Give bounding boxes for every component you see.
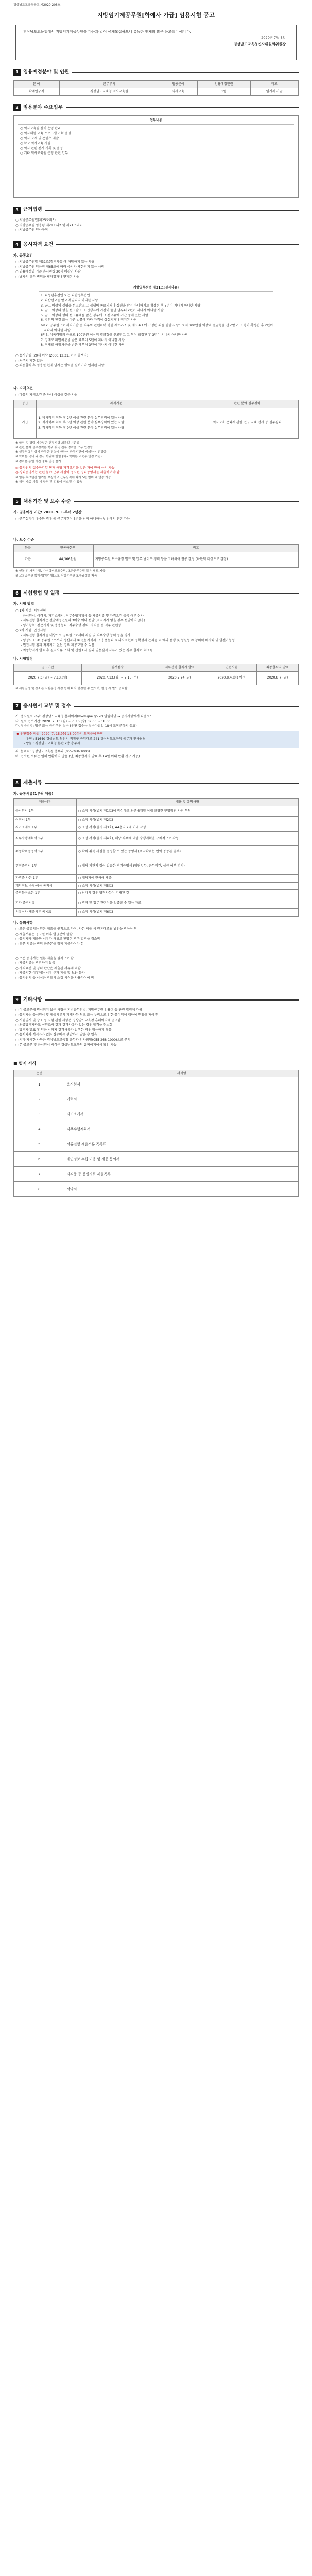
exclusion-box — [34, 283, 278, 350]
list-item: ○ 자격요건 및 경력 판단은 제출된 서류에 의함 — [15, 966, 81, 970]
section-divider — [45, 210, 299, 211]
table-cell: 개인정보 수집·이용 동의서 — [14, 882, 77, 890]
note: ※ 시험일정 및 장소는 시험운영 사정 등에 따라 변경될 수 있으며, 변경 시 별도 공지함 — [15, 687, 128, 690]
table-cell: ○ 소정 서식(별지 제3호), A4용지 2매 이내 작성 — [76, 824, 298, 832]
table-row — [14, 408, 299, 438]
section-5-header — [13, 498, 299, 506]
list-item: ○ 최종합격자라도 신원조사 결과 결격사유가 있는 경우 합격을 취소함 — [15, 1023, 113, 1027]
table-row — [14, 882, 299, 890]
issuing-org: 경상남도교육청인사위원회위원장 — [233, 42, 286, 46]
list-item: ○ 2차 시험: 면접시험 — [15, 629, 46, 633]
section-title: 기타사항 — [23, 996, 42, 1003]
list-item: - 면접시험 결과 적격자가 없는 경우 재공고할 수 있음 — [21, 643, 95, 648]
list-item: ○ 본 공고문 및 응시원서 서식은 경상남도교육청 홈페이지에서 확인 가능 — [15, 1043, 117, 1047]
section-title: 제출서류 — [23, 780, 42, 786]
table-cell: 서약서 — [65, 1182, 298, 1197]
list-item: ○ 기타 역사교육원 운영 관련 업무 — [20, 151, 68, 156]
list-item: ○ 모든 증명서는 원본 제출을 원칙으로 함 — [15, 956, 74, 960]
intro-box — [15, 25, 297, 60]
table-header-row — [14, 799, 299, 806]
table-cell: 2020.8.7.(금) — [256, 671, 298, 685]
note: ※ 허위 자료 제출 시 합격 및 임용이 취소될 수 있음 — [15, 480, 82, 484]
list-item: ○ 지방공무원법(제25조의5) — [15, 218, 56, 223]
subsection-title: 나. 시험일정 — [13, 657, 33, 662]
section-title: 채용기간 및 보수 수준 — [23, 498, 71, 504]
list-item: ○ 합격자 발표 후 임용 시까지 결격사유가 발생한 경우 임용하지 않음 — [15, 1028, 112, 1032]
table-header-cell: 등급 — [14, 400, 37, 408]
note: ※ 교육공무원 학예직(임기제)으로 지방공무원 보수규정을 따름 — [15, 574, 97, 578]
table-header-cell: 관련 분야 실무경력 — [196, 400, 298, 408]
table-cell: ○ 해당자에 한하여 제출 — [76, 875, 298, 883]
notice-date: 2020년 7월 3일 — [261, 36, 286, 40]
note: ※ 학위 및 경력 기준일은 면접시험 최종일 기준임 — [15, 441, 80, 445]
subsection-title: 가. 공통서류(1부씩 제출) — [13, 791, 54, 796]
list-item: 2. 파산선고를 받고 복권되지 아니한 사람 — [41, 298, 98, 302]
table-header-cell: 비고 — [250, 80, 298, 88]
table-header-cell: 내용 및 유의사항 — [76, 799, 298, 806]
list-item: 6의3. 성폭력범죄 등으로 100만원 이상의 벌금형을 선고받고 그 형이 확정된 후 3년이 지나지 아니한 사람 — [41, 333, 188, 337]
list-item: ○ 응시자가 제출한 서류가 허위로 판명된 경우 합격을 취소함 — [15, 937, 100, 941]
section-number: 8 — [13, 779, 21, 787]
list-item: ○ 최종합격 후 임용일 현재 남자는 병역을 필하거나 면제된 사람 — [15, 364, 105, 368]
list-item: ○ 역사 관련 전시 기획 및 운영 — [20, 146, 63, 150]
list-item: 1. 피성년후견인 또는 피한정후견인 — [41, 294, 90, 298]
list-item: ○ 응시자가 적격자가 없는 경우에는 선발하지 않을 수 있음 — [15, 1033, 97, 1037]
list-item: 6. 법원의 판결 또는 다른 법률에 따라 자격이 상실되거나 정지된 사람 — [41, 318, 137, 323]
table-cell: 지방공무원 보수규정 별표 및 업무 난이도·경력 등을 고려하여 연봉 결정 (하한액 이상으로 결정) — [93, 552, 298, 567]
section-divider — [45, 999, 299, 1001]
table-row — [14, 1182, 299, 1197]
table-cell: 개인정보 수집·이용 및 제공 동의서 — [65, 1152, 298, 1167]
subsection-title: 가. 시험 방법 — [13, 602, 34, 606]
table-row — [14, 897, 299, 909]
table-row — [14, 1107, 299, 1122]
table-row — [14, 806, 299, 816]
table-header-cell: 임용분야 — [159, 80, 197, 88]
list-item: - 응시원서, 이력서, 자기소개서, 직무수행계획서 등 제출서류 및 자격요건 충족 여부 심사 — [21, 614, 144, 618]
section-number: 3 — [13, 207, 21, 214]
list-item: ○ 1차 시험: 서류전형 — [15, 608, 46, 613]
section-number: 4 — [13, 241, 21, 248]
list-item: 나. 원서 접수기간: 2020. 7. 13.(월) ~ 7. 15.(수) 09:00 ~ 18:00 — [15, 719, 111, 723]
box-title: 업무내용 — [18, 118, 294, 125]
list-item: - 평정요소: ① 공무원으로서의 정신자세 ② 전문지식과 그 응용능력 ③ 의사표현의 정확성과 논리성 ④ 예의·품행 및 성실성 ⑤ 창의력·의지력 및 발전가능성 — [21, 638, 235, 642]
list-item: ○ 역사체험·교육 프로그램 기획·운영 — [20, 131, 71, 135]
note: ※ 관련 분야 실무경력은 학위 취득 전후 경력을 모두 인정함 — [15, 446, 93, 449]
section-number: 5 — [13, 498, 21, 505]
table-row — [14, 890, 299, 897]
table-cell: 이력서 — [65, 1092, 298, 1107]
table-cell: 6 — [14, 1152, 65, 1167]
table-cell: 자기소개서 1부 — [14, 824, 77, 832]
list-item: - 서류전형 합격자를 대상으로 공무원으로서의 자질 및 직무수행 능력 등을 평가 — [21, 633, 131, 637]
list-item: - 평가항목: 전문지식 및 응용능력, 직무수행 경력, 자격증 등 직무 관련성 — [21, 623, 122, 628]
list-item: ○ 임용예정일 기준 응시연령 20세 이상인 사람 — [15, 270, 81, 274]
page-title: 지방임기제공무원[학예사 가급] 임용시험 공고 — [97, 11, 215, 19]
table-cell: ○ 소정 서식(별지 제5호) — [76, 882, 298, 890]
table-row — [14, 832, 299, 846]
list-item: - 방문 : 경상남도교육청 본관 2층 총무과 — [24, 742, 80, 746]
table-row — [14, 875, 299, 883]
list-item: 8. 징계로 해임처분을 받은 때부터 3년이 지나지 아니한 사람 — [41, 343, 125, 347]
duties-box — [13, 115, 299, 198]
section-divider — [56, 244, 299, 245]
list-item: ○ 지방공무원 임용령 제21조의2 및 제21조의9 — [15, 223, 82, 227]
list-item: 3. 금고 이상의 실형을 선고받고 그 집행이 종료되거나 집행을 받지 아니하기로 확정된 후 5년이 지나지 아니한 사람 — [41, 303, 201, 308]
table-cell: 2020.7.3.(금) ~ 7.13.(월) — [14, 671, 82, 685]
note: ※ 경력은 동일 기간 중복 인정 불가 — [15, 460, 61, 463]
table-header-row — [14, 664, 299, 671]
note: ※ 학위는 국내·외 정규 학위에 한함 (외국학위는 교육부 인정 기관) — [15, 455, 102, 459]
list-item: ○ 지방공무원 인사규칙 — [15, 228, 48, 232]
table-row — [14, 552, 299, 567]
section-8-header — [13, 779, 299, 787]
table-header-cell: 최종합격자 발표 — [256, 664, 298, 671]
section-title: 시험방법 및 일정 — [23, 590, 60, 596]
section-title: 응시원서 교부 및 접수 — [23, 703, 71, 709]
table-row — [14, 1077, 299, 1092]
list-item: ○ 기타 자세한 사항은 경상남도교육청 총무과 인사담당(055-268-1000)으로 문의 — [15, 1038, 131, 1042]
table-cell: 3 — [14, 1107, 65, 1122]
list-item: ○ 제출기한 이후에는 서류 추가 제출 및 보완 불가 — [15, 971, 85, 975]
table-header-cell: 등급 — [14, 545, 42, 552]
table-header-cell: 분 야 — [14, 80, 60, 88]
table-header-cell: 서식명 — [65, 1070, 298, 1077]
section-number: 2 — [13, 104, 21, 111]
highlight-note: ◎ 응시원서 접수마감일 현재 해당 자격요건을 갖춘 자에 한해 응시 가능 — [15, 466, 115, 470]
document-number: 경상남도교육청공고 제2020-208호 — [13, 4, 61, 7]
table-row — [14, 1122, 299, 1137]
table-cell: 경력증명서 1부 — [14, 857, 77, 875]
table-header-cell: 원서접수 — [82, 664, 153, 671]
section-1-header — [13, 69, 299, 76]
table-cell: 1명 — [197, 88, 250, 96]
table-row — [14, 909, 299, 917]
list-item: ○ 근무실적이 우수한 경우 총 근무기간이 5년을 넘지 아니하는 범위에서 연장 가능 — [15, 517, 130, 521]
list-item: - 우편 : 51640 경상남도 창원시 의창구 중앙대로 241 경상남도교육청 총무과 인사담당 — [24, 737, 146, 741]
intro-text: 경상남도교육청에서 지방임기제공무원을 다음과 같이 공개모집하오니 유능한 인재의 많은 응모를 바랍니다. — [23, 30, 192, 35]
table-cell: 1. 박사학위 취득 후 2년 이상 관련 분야 실무경력이 있는 사람 2. 석사학위 취득 후 5년 이상 관련 분야 실무경력이 있는 사람 3. 학사학위 취득 후 9년 이상 관련 분야 실무경력이 있는 사람 — [37, 408, 196, 438]
table-cell: 5 — [14, 1137, 65, 1152]
table-cell: 7 — [14, 1167, 65, 1182]
table-cell: 2020.8.4.(화) 예정 — [206, 671, 257, 685]
table-cell: 가급 — [14, 408, 37, 438]
section-number: 6 — [13, 590, 21, 597]
table-cell: 역사교육·문화재 관련 연구·교육·전시 등 실무경력 — [196, 408, 298, 438]
appendix-table — [13, 1070, 299, 1197]
section-number: 9 — [13, 996, 21, 1004]
section-3-header — [13, 206, 299, 214]
table-header-row — [14, 80, 299, 88]
subsection-title: 가. 공통요건 — [13, 253, 33, 258]
table-row — [14, 1092, 299, 1107]
list-item: 다. 접수방법: 방문 또는 등기우편 접수 (우편 접수는 접수마감일 18시 도착분까지 유효) — [15, 724, 137, 728]
subsection-title: 나. 보수 수준 — [13, 537, 34, 542]
highlight-note: ◆ 우편접수 마감: 2020. 7. 15.(수) 18:00까지 도착분에 한함 — [16, 732, 103, 736]
table-row — [14, 816, 299, 824]
table-cell: ○ 소정 서식(별지 제1호)에 작성하고 최근 6개월 이내 촬영한 반명함판 사진 부착 — [76, 806, 298, 816]
list-item: ○ 남자의 경우 병역을 필하였거나 면제된 사람 — [15, 275, 80, 279]
table-row — [14, 1137, 299, 1152]
table-cell: 응시원서 1부 — [14, 806, 77, 816]
table-cell: ○ 소정 서식(별지 제2호) — [76, 816, 298, 824]
section-9-header — [13, 996, 299, 1004]
table-cell: 서류심사 제출서류 목록표 — [14, 909, 77, 917]
note: ※ 연봉 외 가족수당, 자녀학비보조수당, 초과근무수당 등은 별도 지급 — [15, 569, 106, 573]
highlight-note: ◎ 경력증명서는 관련 분야 근무 사실이 명시된 경력증명서를 제출하여야 함 — [15, 471, 120, 475]
table-cell: 2 — [14, 1092, 65, 1107]
documents-table — [13, 798, 299, 916]
table-header-cell: 비고 — [93, 545, 298, 552]
list-item: ○ 모든 증명서는 원본 제출을 원칙으로 하며, 사본 제출 시 원본대조필 날인을 받아야 함 — [15, 927, 137, 931]
table-cell: 임기제 가급 — [250, 88, 298, 96]
table-cell: 자격증 등 증빙자료 제출목록 — [65, 1167, 298, 1182]
list-item: ○ 다음의 자격요건 중 하나 이상을 갖춘 사람 — [15, 393, 78, 397]
list-item: ○ 응시연령: 20세 이상 (2000.12.31. 이전 출생자) — [15, 354, 89, 358]
section-divider — [74, 706, 299, 707]
table-cell: ○ 해당 기관의 장이 발급한 경력증명서 (담당업무, 근무기간, 상근 여부 명시) — [76, 857, 298, 875]
list-item: - 서류전형 합격자는 선발예정인원의 3배수 이내 선발 (적격자가 없을 경우 선발하지 않음) — [21, 619, 145, 623]
table-cell: 4 — [14, 1122, 65, 1137]
table-cell: ○ 남자의 경우 병적사항이 기재된 것 — [76, 890, 298, 897]
section-divider — [45, 783, 299, 784]
section-6-header — [13, 590, 299, 598]
table-header-cell: 순번 — [14, 1070, 65, 1077]
list-item: ○ 응시자는 응시원서 및 제출서류의 기재사항 착오 또는 누락으로 인한 불이익에 대하여 책임을 져야 함 — [15, 1013, 159, 1017]
table-cell: 2020.7.24.(금) — [153, 671, 206, 685]
table-cell: 직무수행계획서 1부 — [14, 832, 77, 846]
list-item: ○ 지방공무원 임용령 제65조에 따라 응시가 제한되지 않은 사람 — [15, 265, 105, 269]
table-row — [14, 846, 299, 857]
table-cell: 서류전형 제출서류 목록표 — [65, 1137, 298, 1152]
table-cell: ○ 소정 서식(별지 제4호), 해당 직무에 대한 수행계획을 구체적으로 작성 — [76, 832, 298, 846]
list-item: ○ 영문 서류는 번역 공증본을 함께 제출하여야 함 — [15, 942, 84, 946]
table-cell: 44,366천원 — [42, 552, 94, 567]
list-item: ○ 학교 역사교육 지원 — [20, 141, 51, 145]
subsection-title: 나. 유의사항 — [13, 920, 33, 925]
table-cell: ○ 경력 및 업무 관련성을 입증할 수 있는 자료 — [76, 897, 298, 909]
list-item: 7. 징계로 파면처분을 받은 때부터 5년이 지나지 아니한 사람 — [41, 338, 125, 342]
list-item: ○ 이 공고문에 명시되지 않은 사항은 지방공무원법, 지방공무원 임용령 등 관련 법령에 따름 — [15, 1008, 143, 1012]
table-header-row — [14, 545, 299, 552]
table-header-row — [14, 1070, 299, 1077]
table-row — [14, 1152, 299, 1167]
table-cell: 1 — [14, 1077, 65, 1092]
list-item: ○ 제출서류는 공고일 이후 발급분에 한함 — [15, 932, 73, 936]
list-item: ○ 역사교육원 설치 운영 관리 — [20, 127, 61, 131]
table-cell: ○ 소정 서식(별지 제6호) — [76, 909, 298, 917]
section-title: 임용예정분야 및 인원 — [23, 69, 70, 75]
qualification-table — [13, 400, 299, 439]
section-divider — [74, 501, 299, 502]
list-item: ○ 제출서류는 반환하지 않음 — [15, 961, 56, 965]
table-header-cell: 자격기준 — [37, 400, 196, 408]
table-cell: 자격증 사본 1부 — [14, 875, 77, 883]
table-cell: 직무수행계획서 — [65, 1122, 298, 1137]
schedule-table — [13, 664, 299, 685]
table-header-cell: 서류전형 합격자 발표 — [153, 664, 206, 671]
table-cell: 가급 — [14, 552, 42, 567]
table-cell: 자기소개서 — [65, 1107, 298, 1122]
list-item: ○ 거주지 제한 없음 — [15, 359, 43, 363]
table-header-cell: 면접시험 — [206, 664, 257, 671]
subsection-title: 나. 자격요건 — [13, 386, 33, 391]
note: ※ 실무경력은 상시 근무한 경력에 한하며 근무시간에 비례하여 인정함 — [15, 450, 107, 454]
table-header-cell: 임용예정인원 — [197, 80, 250, 88]
table-row — [14, 1167, 299, 1182]
section-7-header — [13, 703, 299, 710]
section-title: 응시자격 요건 — [23, 242, 54, 247]
appendix-title: ■ 별지 서식 — [13, 1061, 37, 1066]
position-table — [13, 80, 299, 96]
list-item: 마. 접수된 서류는 일체 반환하지 않음 (단, 최종합격자 발표 후 14일 이내 반환 청구 가능) — [15, 754, 140, 758]
table-header-cell: 연봉하한액 — [42, 545, 94, 552]
section-4-header — [13, 241, 299, 249]
table-row — [14, 88, 299, 96]
table-cell: 학예연구직 — [14, 88, 60, 96]
section-divider — [66, 107, 299, 108]
section-divider — [72, 72, 299, 73]
mail-info-box — [13, 731, 299, 748]
list-item: ○ 지방공무원법 제31조(결격사유)에 해당하지 않는 사람 — [15, 260, 95, 264]
table-row — [14, 671, 299, 685]
list-item: 4. 금고 이상의 형을 선고받고 그 집행유예 기간이 끝난 날부터 2년이 지나지 아니한 사람 — [41, 309, 164, 313]
table-header-row — [14, 400, 299, 408]
section-number: 1 — [13, 69, 21, 76]
table-row — [14, 857, 299, 875]
list-item: - 최종합격자 발표 후 결격사유 조회 및 신원조사 결과 임용결격 사유가 있는 경우 합격이 취소됨 — [21, 648, 153, 652]
table-cell: 이력서 1부 — [14, 816, 77, 824]
table-cell: 응시원서 — [65, 1077, 298, 1092]
table-cell: ○ 학위 취득 사실을 증빙할 수 있는 증명서 (외국학위는 번역 공증본 첨부) — [76, 846, 298, 857]
table-cell: 2020.7.13.(월) ~ 7.15.(수) — [82, 671, 153, 685]
box-title: 지방공무원법 제31조(결격사유) — [39, 285, 273, 292]
section-title: 임용분야 주요업무 — [23, 104, 63, 110]
table-cell: 최종학위증명서 1부 — [14, 846, 77, 857]
list-item: 가. 응시원서 교부: 경상남도교육청 홈페이지(www.gne.go.kr) 알림마당 → 공지사항에서 다운로드 — [15, 715, 153, 719]
section-number: 7 — [13, 703, 21, 710]
note: ※ 임용 후 2년간 임기를 보장하고 근무실적에 따라 5년 범위 내 연장 가능 — [15, 476, 111, 479]
table-header-cell: 근무부서 — [59, 80, 159, 88]
section-divider — [63, 593, 299, 594]
table-cell: 주민등록초본 1부 — [14, 890, 77, 897]
pay-table — [13, 544, 299, 568]
subsection-title: 가. 임용예정 기간: 2020. 9. 1.부터 2년간 — [13, 510, 82, 515]
list-item: 라. 문의처: 경상남도교육청 총무과 (055-268-1000) — [15, 749, 90, 753]
list-item: 6의2. 공무원으로 재직기간 중 직무와 관련하여 형법 제355조 및 제356조에 규정된 죄를 범한 사람으로서 300만원 이상의 벌금형을 선고받고 그 형이 확정된 후 2년이 지나지 아니한 사람 — [41, 323, 273, 332]
list-item: ○ 역사 교재 및 콘텐츠 개발 — [20, 137, 59, 141]
table-row — [14, 824, 299, 832]
section-2-header — [13, 104, 299, 112]
section-title: 근거법령 — [23, 207, 42, 213]
table-cell: 8 — [14, 1182, 65, 1197]
list-item: ○ 시험일시 및 장소 등 시험 관련 사항은 경상남도교육청 홈페이지에 공고함 — [15, 1018, 121, 1022]
table-header-cell: 공고기간 — [14, 664, 82, 671]
list-item: 5. 금고 이상의 형의 선고유예를 받은 경우에 그 선고유예 기간 중에 있는 사람 — [41, 313, 148, 317]
table-cell: 경상남도교육청 역사교육원 — [59, 88, 159, 96]
table-cell: 기타 증빙서류 — [14, 897, 77, 909]
list-item: ○ 응시원서 등 서식은 반드시 소정 서식을 사용하여야 함 — [15, 976, 94, 980]
table-header-cell: 제출서류 — [14, 799, 77, 806]
table-cell: 역사교육 — [159, 88, 197, 96]
